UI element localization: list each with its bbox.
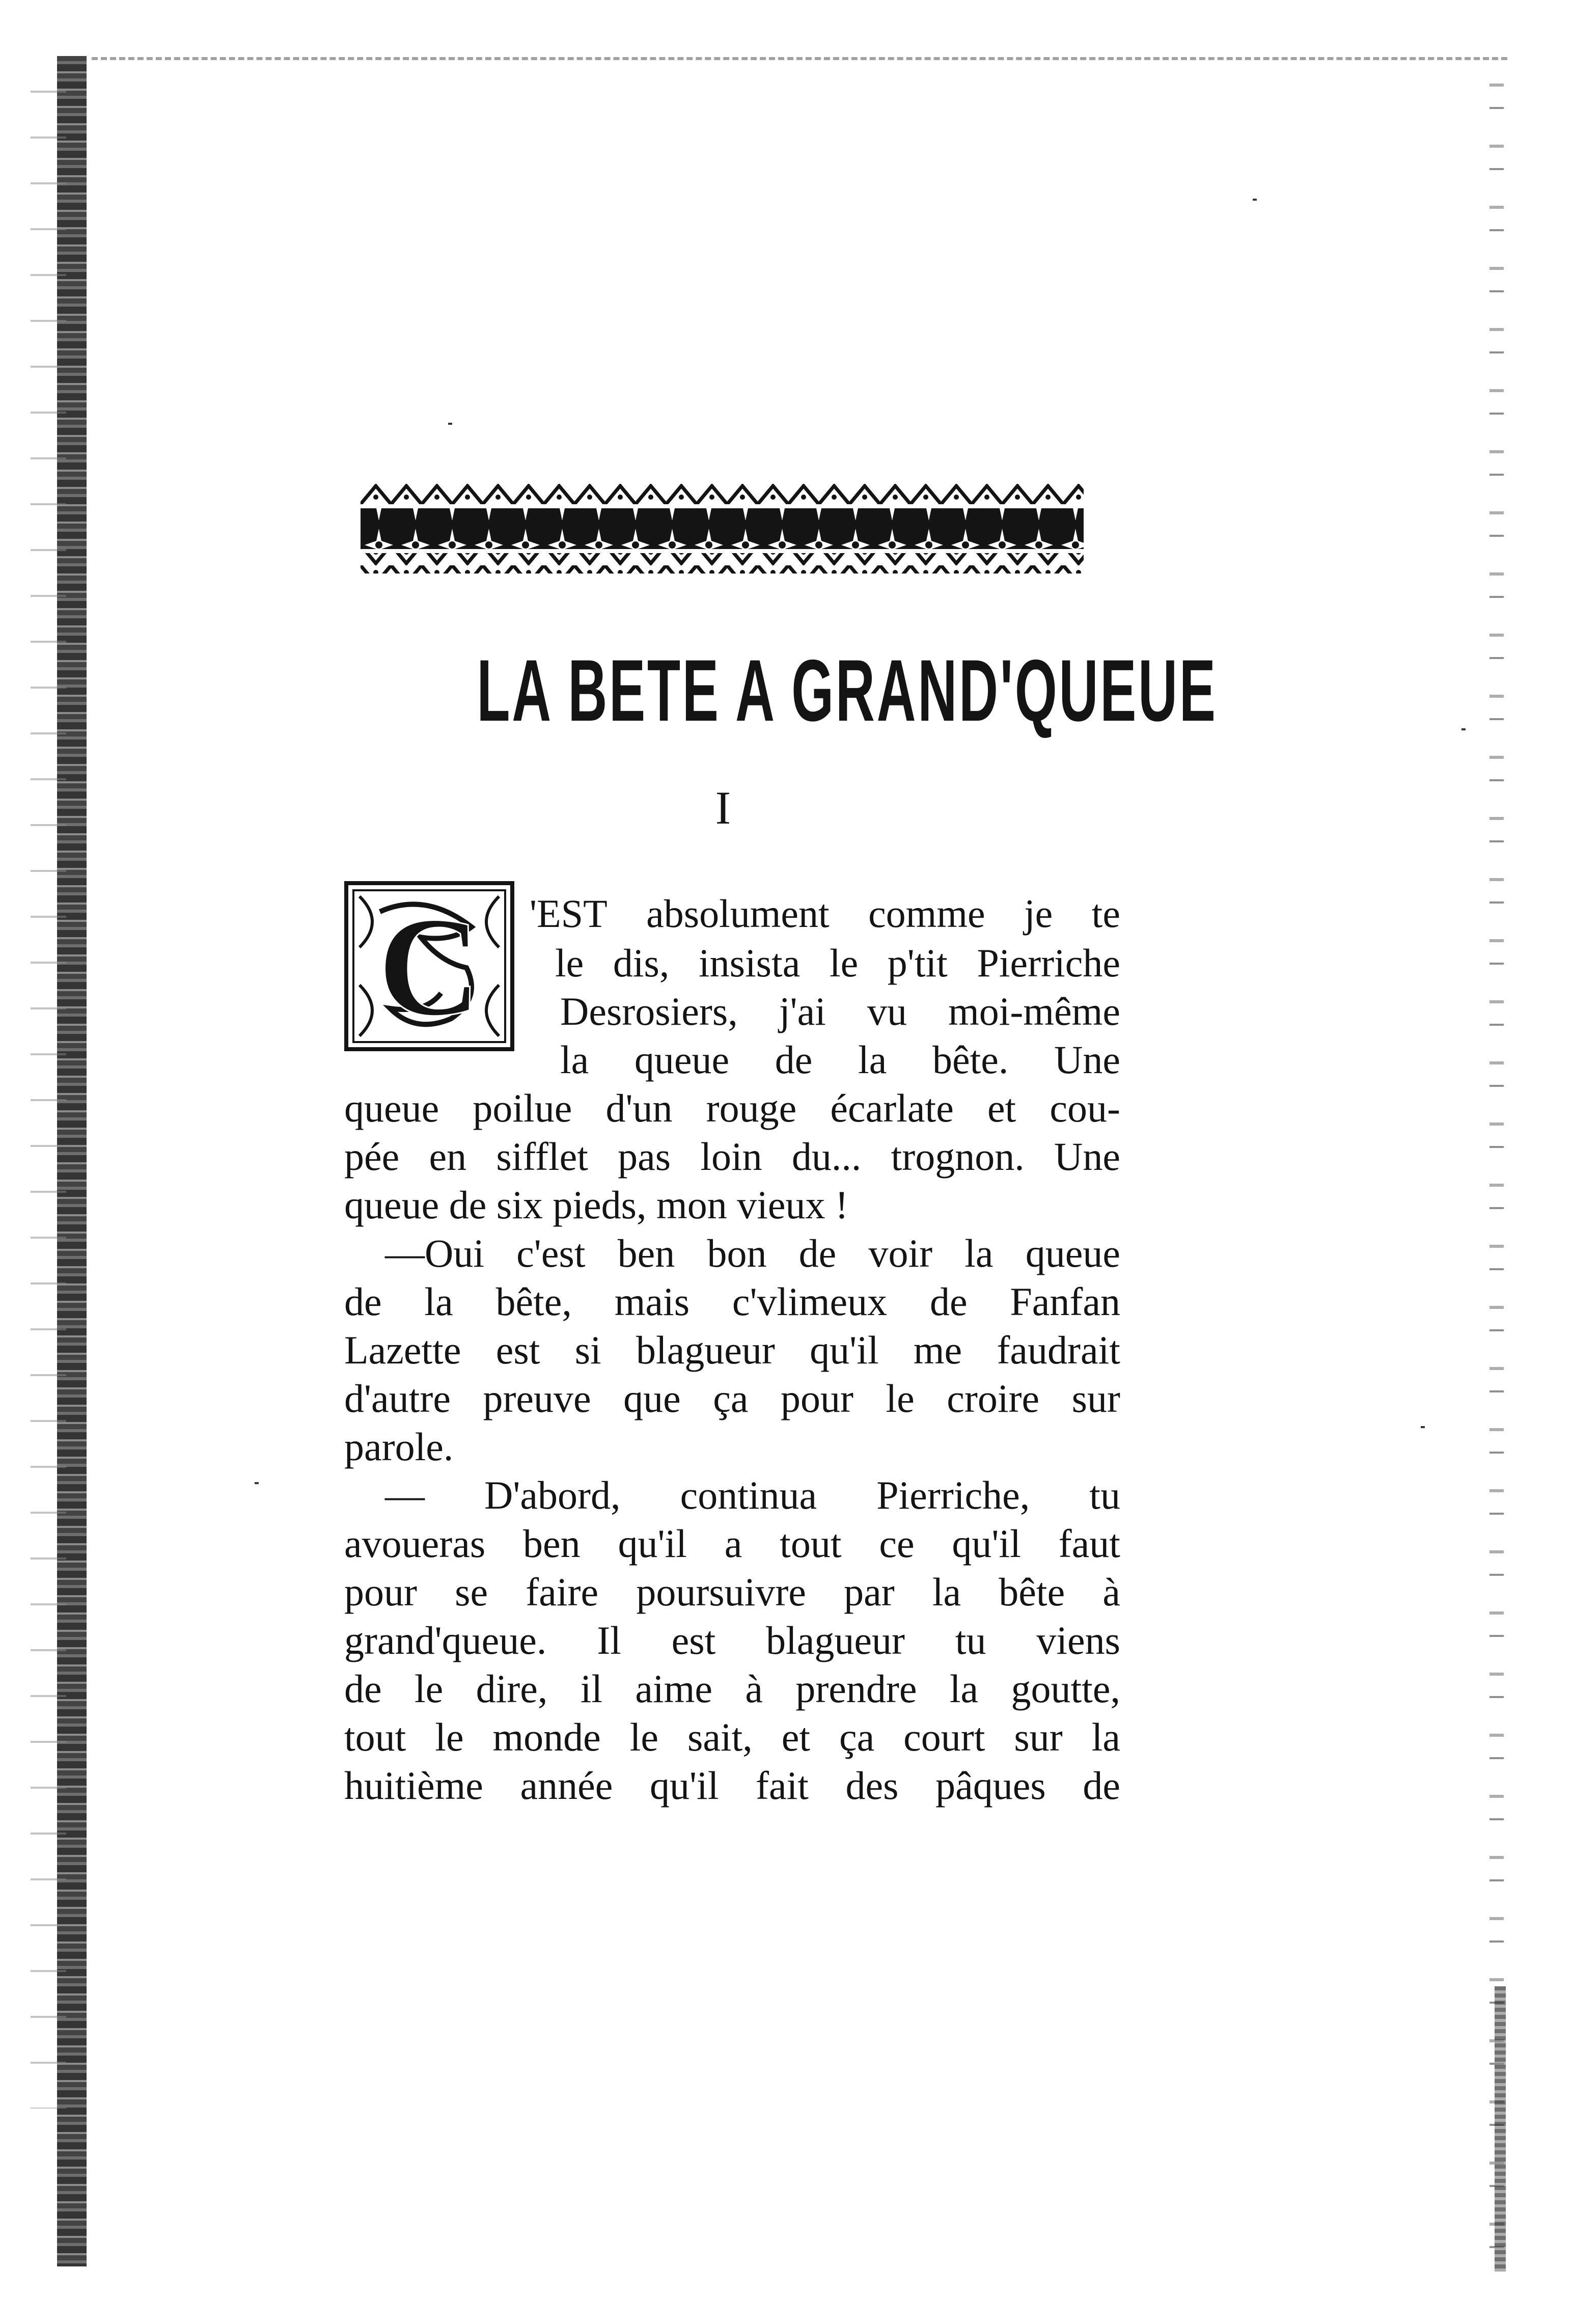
body-line: tout le monde le sait, et ça court sur la [344,1715,1120,1759]
body-line: parole. [344,1425,454,1469]
body-line: de la bête, mais c'vlimeux de Fanfan [344,1279,1120,1324]
scan-top-rule [92,57,1507,65]
scan-speck [1253,199,1257,201]
body-line: avoueras ben qu'il a tout ce qu'il faut [344,1521,1120,1566]
body-line: la queue de la bête. Une [560,1037,1120,1082]
chapter-title: LA BETE A GRAND'QUEUE [477,642,1218,740]
section-numeral: I [715,782,731,834]
body-line: 'EST absolument comme je te [530,891,1120,936]
scan-right-edge [1489,71,1504,2282]
scan-left-specks [31,71,66,2109]
body-line: d'autre preuve que ça pour le croire sur [344,1376,1120,1420]
scan-speck [1461,728,1466,730]
scan-speck [1421,1426,1425,1428]
body-line: pour se faire poursuivre par la bête à [344,1570,1120,1614]
dropcap-letter: C [377,887,481,1046]
body-line: — D'abord, continua Pierriche, tu [385,1473,1120,1517]
body-line: queue de six pieds, mon vieux ! [344,1183,848,1227]
body-line: queue poilue d'un rouge écarlate et cou- [344,1086,1120,1130]
body-line: le dis, insista le p'tit Pierriche [555,941,1120,985]
scan-speck [255,1482,259,1484]
body-line: Lazette est si blagueur qu'il me faudrait [344,1328,1120,1372]
body-line: de le dire, il aime à prendre la goutte, [344,1666,1120,1711]
scan-speck [448,423,452,425]
dropcap-illuminated [344,881,514,1051]
body-line: huitième année qu'il fait des pâques de [344,1763,1120,1808]
scan-right-edge-dark [1495,1986,1506,2272]
body-line: grand'queue. Il est blagueur tu viens [344,1618,1120,1662]
body-line: Desrosiers, j'ai vu moi-même [560,989,1120,1033]
body-line: pée en sifflet pas loin du... trognon. Une [344,1134,1120,1179]
ornamental-band [361,484,1084,576]
body-line: —Oui c'est ben bon de voir la queue [385,1231,1120,1275]
